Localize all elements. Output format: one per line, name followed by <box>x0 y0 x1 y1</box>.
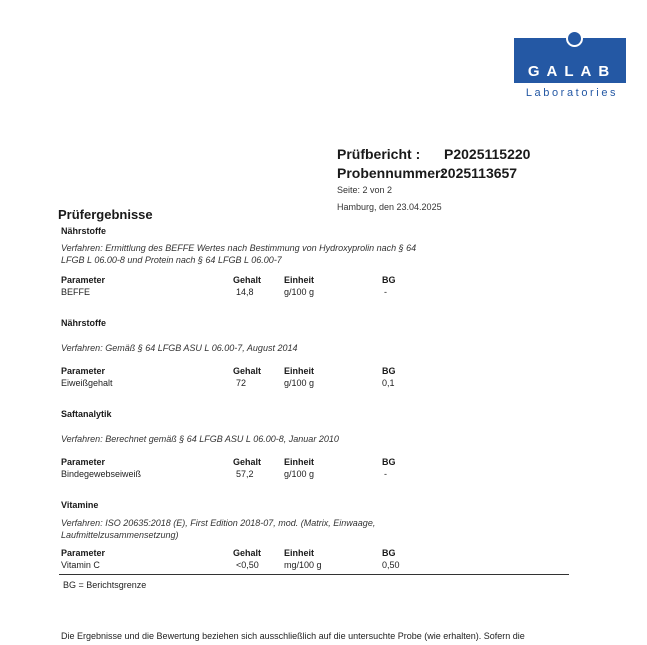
method-line: Verfahren: Gemäß § 64 LFGB ASU L 06.00-7, August 2014 <box>61 343 298 353</box>
method-text <box>61 242 416 266</box>
col-header-bg: BG <box>382 457 396 467</box>
col-header-einheit: Einheit <box>284 366 315 376</box>
method-line: Verfahren: Berechnet gemäß § 64 LFGB ASU L 06.00-8, Januar 2010 <box>61 434 339 444</box>
section-title: Nährstoffe <box>61 318 107 328</box>
method-line: Verfahren: Ermittlung des BEFFE Wertes nach Bestimmung von Hydroxyprolin nach § 64 <box>61 243 417 253</box>
cell-parameter: BEFFE <box>61 287 91 297</box>
cell-einheit: mg/100 g <box>284 560 322 570</box>
cell-einheit: g/100 g <box>284 469 315 479</box>
cell-gehalt: 14,8 <box>236 287 254 297</box>
cell-einheit: g/100 g <box>284 287 315 297</box>
col-header-gehalt: Gehalt <box>233 548 262 558</box>
cell-bg: - <box>384 469 387 479</box>
col-header-gehalt: Gehalt <box>233 366 262 376</box>
col-header-bg: BG <box>382 275 396 285</box>
place-date: Hamburg, den 23.04.2025 <box>337 202 442 212</box>
cell-bg: 0,50 <box>382 560 400 570</box>
col-header-einheit: Einheit <box>284 548 315 558</box>
col-header-parameter: Parameter <box>61 457 106 467</box>
cell-gehalt: 72 <box>236 378 247 388</box>
footer-text: Die Ergebnisse und die Bewertung beziehen sich ausschließlich auf die untersuchte Probe (wie erhalten). Sofern die <box>61 631 525 641</box>
col-header-parameter: Parameter <box>61 275 106 285</box>
section-title: Saftanalytik <box>61 409 112 419</box>
logo-dot-icon <box>566 30 583 47</box>
col-header-einheit: Einheit <box>284 457 315 467</box>
cell-bg: - <box>384 287 387 297</box>
logo-subtitle: Laboratories <box>525 87 619 99</box>
col-header-parameter: Parameter <box>61 366 106 376</box>
col-header-gehalt: Gehalt <box>233 457 262 467</box>
sample-number: 2025113657 <box>440 165 518 181</box>
page-title: Prüfergebnisse <box>58 207 153 222</box>
cell-einheit: g/100 g <box>284 378 315 388</box>
report-number: P2025115220 <box>444 146 531 162</box>
galab-logo <box>514 30 630 104</box>
method-line: LFGB L 06.00-8 und Protein nach § 64 LFGB L 06.00-7 <box>61 255 282 265</box>
method-text <box>61 433 339 445</box>
cell-bg: 0,1 <box>382 378 395 388</box>
sample-label: Probennummer: <box>337 165 446 181</box>
cell-parameter: Eiweißgehalt <box>61 378 113 388</box>
logo-word: GALAB <box>527 63 617 80</box>
cell-parameter: Bindegewebseiweiß <box>61 469 142 479</box>
method-text <box>61 342 297 354</box>
method-text <box>61 517 375 541</box>
table-bottom-rule <box>59 574 569 575</box>
method-line: Laufmittelzusammensetzung) <box>61 530 179 540</box>
page-indicator: Seite: 2 von 2 <box>337 185 393 195</box>
section-title: Vitamine <box>61 500 99 510</box>
footnote: BG = Berichtsgrenze <box>63 580 147 590</box>
cell-parameter: Vitamin C <box>61 560 100 570</box>
cell-gehalt: <0,50 <box>236 560 259 570</box>
col-header-bg: BG <box>382 548 396 558</box>
col-header-einheit: Einheit <box>284 275 315 285</box>
cell-gehalt: 57,2 <box>236 469 254 479</box>
col-header-bg: BG <box>382 366 396 376</box>
section-title: Nährstoffe <box>61 226 107 236</box>
report-label: Prüfbericht : <box>337 146 421 162</box>
col-header-gehalt: Gehalt <box>233 275 262 285</box>
method-line: Verfahren: ISO 20635:2018 (E), First Edition 2018-07, mod. (Matrix, Einwaage, <box>61 518 376 528</box>
col-header-parameter: Parameter <box>61 548 106 558</box>
